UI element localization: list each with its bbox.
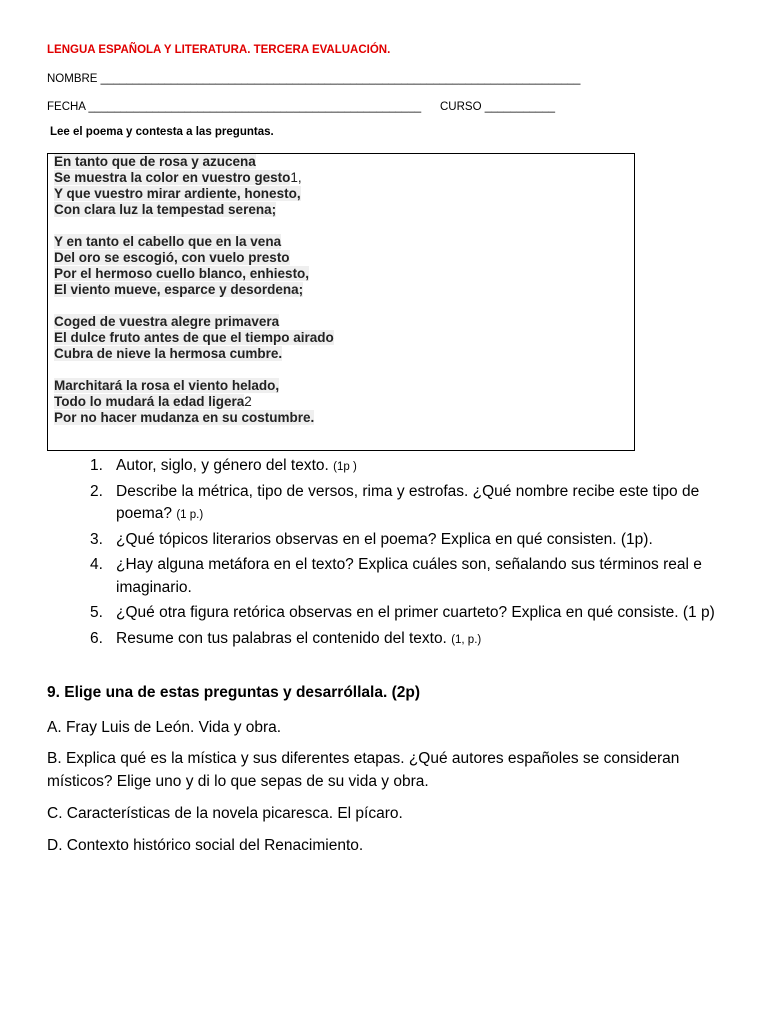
stanza-2 xyxy=(54,234,628,298)
option-b: B. Explica qué es la mística y sus diferentes etapas. ¿Qué autores españoles se consideran místicos? Elige uno y di lo que sepas de su vida y obra. xyxy=(47,750,680,790)
verse: Coged de vuestra alegre primavera xyxy=(54,314,280,329)
verse: Por no hacer mudanza en su costumbre. xyxy=(54,410,315,425)
instruction-text: Lee el poema y contesta a las preguntas. xyxy=(50,126,274,138)
verse: Y que vuestro mirar ardiente, honesto, xyxy=(54,186,301,201)
verse: En tanto que de rosa y azucena xyxy=(54,154,256,169)
verse: Se muestra la color en vuestro gesto1, xyxy=(54,170,302,185)
curso-field: CURSO ___________ xyxy=(440,101,556,113)
questions-list xyxy=(90,455,730,653)
stanza-4 xyxy=(54,378,628,426)
option-a: A. Fray Luis de León. Vida y obra. xyxy=(47,719,282,736)
verse: Marchitará la rosa el viento helado, xyxy=(54,378,280,393)
verse: Con clara luz la tempestad serena; xyxy=(54,202,277,217)
verse: El dulce fruto antes de que el tiempo airado xyxy=(54,330,334,345)
option-d: D. Contexto histórico social del Renacimiento. xyxy=(47,837,364,854)
question-item: 3. ¿Qué tópicos literarios observas en el poema? Explica en qué consisten. (1p). xyxy=(90,530,653,548)
verse: Cubra de nieve la hermosa cumbre. xyxy=(54,346,283,361)
question-item: 6. Resume con tus palabras el contenido del texto. (1, p.) xyxy=(90,629,482,647)
option-c: C. Características de la novela picaresca. El pícaro. xyxy=(47,805,403,822)
poem-box xyxy=(47,153,635,451)
verse: Por el hermoso cuello blanco, enhiesto, xyxy=(54,266,310,281)
question-item: 5. ¿Qué otra figura retórica observas en el primer cuarteto? Explica en qué consiste. (1 p) xyxy=(90,604,715,621)
verse: El viento mueve, esparce y desordena; xyxy=(54,282,304,297)
stanza-3 xyxy=(54,314,628,362)
nombre-field: NOMBRE ___________________________________________________________________________ xyxy=(47,73,581,85)
verse: Y en tanto el cabello que en la vena xyxy=(54,234,282,249)
question-item: 1. Autor, siglo, y género del texto. (1p ) xyxy=(90,457,357,474)
exam-title: LENGUA ESPAÑOLA Y LITERATURA. TERCERA EVALUACIÓN. xyxy=(47,44,391,56)
verse: Del oro se escogió, con vuelo presto xyxy=(54,250,290,265)
fecha-field: FECHA ____________________________________________________ xyxy=(47,101,422,113)
stanza-1 xyxy=(54,154,628,218)
question-item: 2. Describe la métrica, tipo de versos, rima y estrofas. ¿Qué nombre recibe este tipo de poema? (1 p.) xyxy=(90,482,700,522)
footnote-marker: 1, xyxy=(290,170,302,185)
question-9-title: 9. Elige una de estas preguntas y desarróllala. (2p) xyxy=(47,684,420,701)
question-item: 4. ¿Hay alguna metáfora en el texto? Explica cuáles son, señalando sus términos real e imaginario. xyxy=(90,556,702,596)
footnote-marker: 2 xyxy=(244,394,252,409)
verse: Todo lo mudará la edad ligera2 xyxy=(54,394,252,409)
